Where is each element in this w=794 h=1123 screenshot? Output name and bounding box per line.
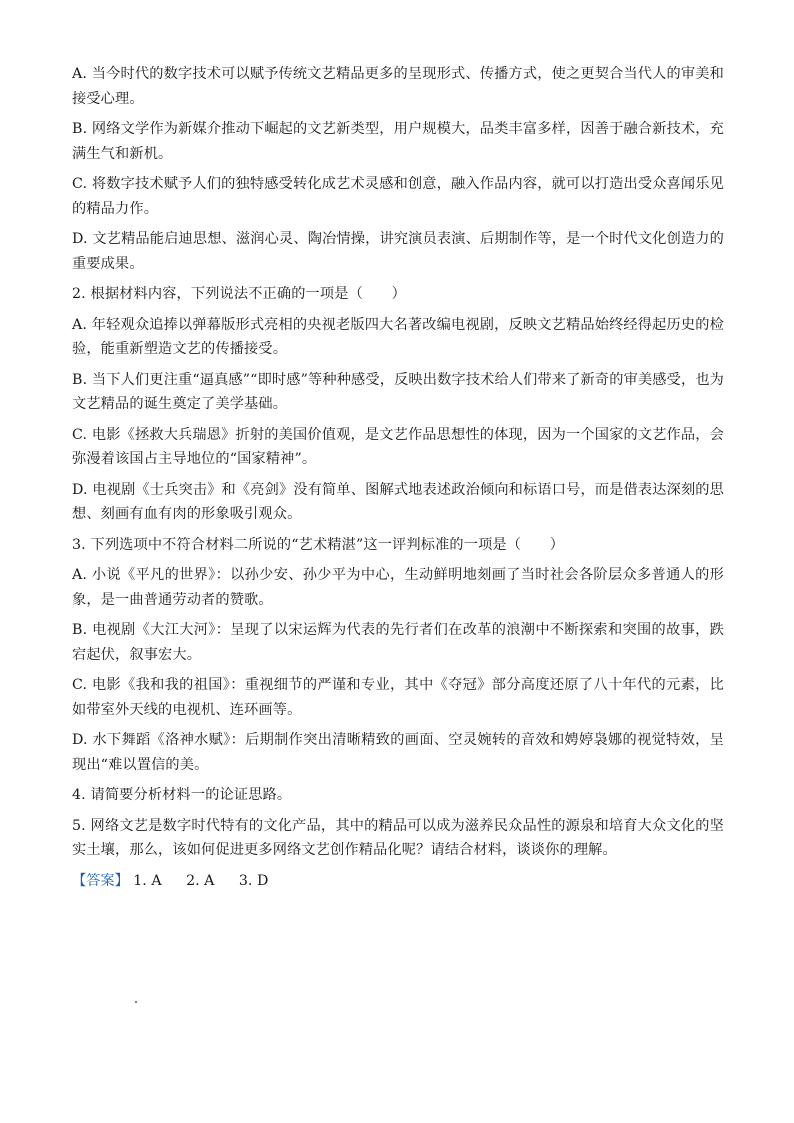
- option-2b: B. 当下人们更注重“逼真感”“即时感”等种种感受，反映出数字技术给人们带来了新奇的审美感受，也为文艺精品的诞生奠定了美学基础。: [72, 371, 724, 412]
- option-3d: D. 水下舞蹈《洛神水赋》：后期制作突出清晰精致的画面、空灵婉转的音效和娉婷袅娜的视觉特效，呈现出“难以置信的美。: [72, 732, 724, 773]
- document-page: [72, 62, 724, 893]
- option-2a: A. 年轻观众追捧以弹幕版形式亮相的央视老版四大名著改编电视剧，反映文艺精品始终经得起历史的检验，能重新塑造文艺的传播接受。: [72, 316, 724, 357]
- option-1a: A. 当今时代的数字技术可以赋予传统文艺精品更多的呈现形式、传播方式，使之更契合当代人的审美和接受心理。: [72, 66, 724, 107]
- answer-item-1: 1. A: [133, 872, 162, 889]
- option-3b: B. 电视剧《大江大河》：呈现了以宋运辉为代表的先行者们在改革的浪潮中不断探索和突围的故事，跌宕起伏，叙事宏大。: [72, 622, 724, 663]
- option-1d: D. 文艺精品能启迪思想、滋润心灵、陶冶情操，讲究演员表演、后期制作等，是一个时代文化创造力的重要成果。: [72, 231, 724, 272]
- answer-tag: 【答案】: [72, 872, 129, 889]
- option-1c: C. 将数字技术赋予人们的独特感受转化成艺术灵感和创意，融入作品内容，就可以打造出受众喜闻乐见的精品力作。: [72, 176, 724, 217]
- option-3a: A. 小说《平凡的世界》：以孙少安、孙少平为中心，生动鲜明地刻画了当时社会各阶层众多普通人的形象，是一曲普通劳动者的赞歌。: [72, 567, 724, 608]
- option-3c: C. 电影《我和我的祖国》：重视细节的严谨和专业，其中《夺冠》部分高度还原了八十年代的元素，比如带室外天线的电视机、连环画等。: [72, 677, 724, 718]
- question-4: 4. 请简要分析材料一的论证思路。: [72, 787, 292, 803]
- option-2c: C. 电影《拯救大兵瑞恩》折射的美国价值观，是文艺作品思想性的体现，因为一个国家的文艺作品，会弥漫着该国占主导地位的“国家精神”。: [72, 426, 724, 467]
- question-3: 3. 下列选项中不符合材料二所说的“艺术精湛”这一评判标准的一项是（ ）: [72, 536, 565, 553]
- speck-mark: [135, 1001, 137, 1003]
- answer-item-2: 2. A: [186, 872, 215, 889]
- answer-line: [72, 869, 724, 894]
- answer-item-3: 3. D: [238, 872, 269, 889]
- question-2: 2. 根据材料内容，下列说法不正确的一项是（ ）: [72, 286, 406, 302]
- question-5: 5. 网络文艺是数字时代特有的文化产品，其中的精品可以成为滋养民众品性的源泉和培育大众文化的坚实土壤，那么，该如何促进更多网络文艺创作精品化呢？请结合材料，谈谈你的理解。: [72, 817, 724, 858]
- option-1b: B. 网络文学作为新媒介推动下崛起的文艺新类型，用户规模大，品类丰富多样，因善于融合新技术，充满生气和新机。: [72, 121, 724, 162]
- option-2d: D. 电视剧《士兵突击》和《亮剑》没有简单、图解式地表述政治倾向和标语口号，而是借表达深刻的思想、刻画有血有肉的形象吸引观众。: [72, 481, 724, 522]
